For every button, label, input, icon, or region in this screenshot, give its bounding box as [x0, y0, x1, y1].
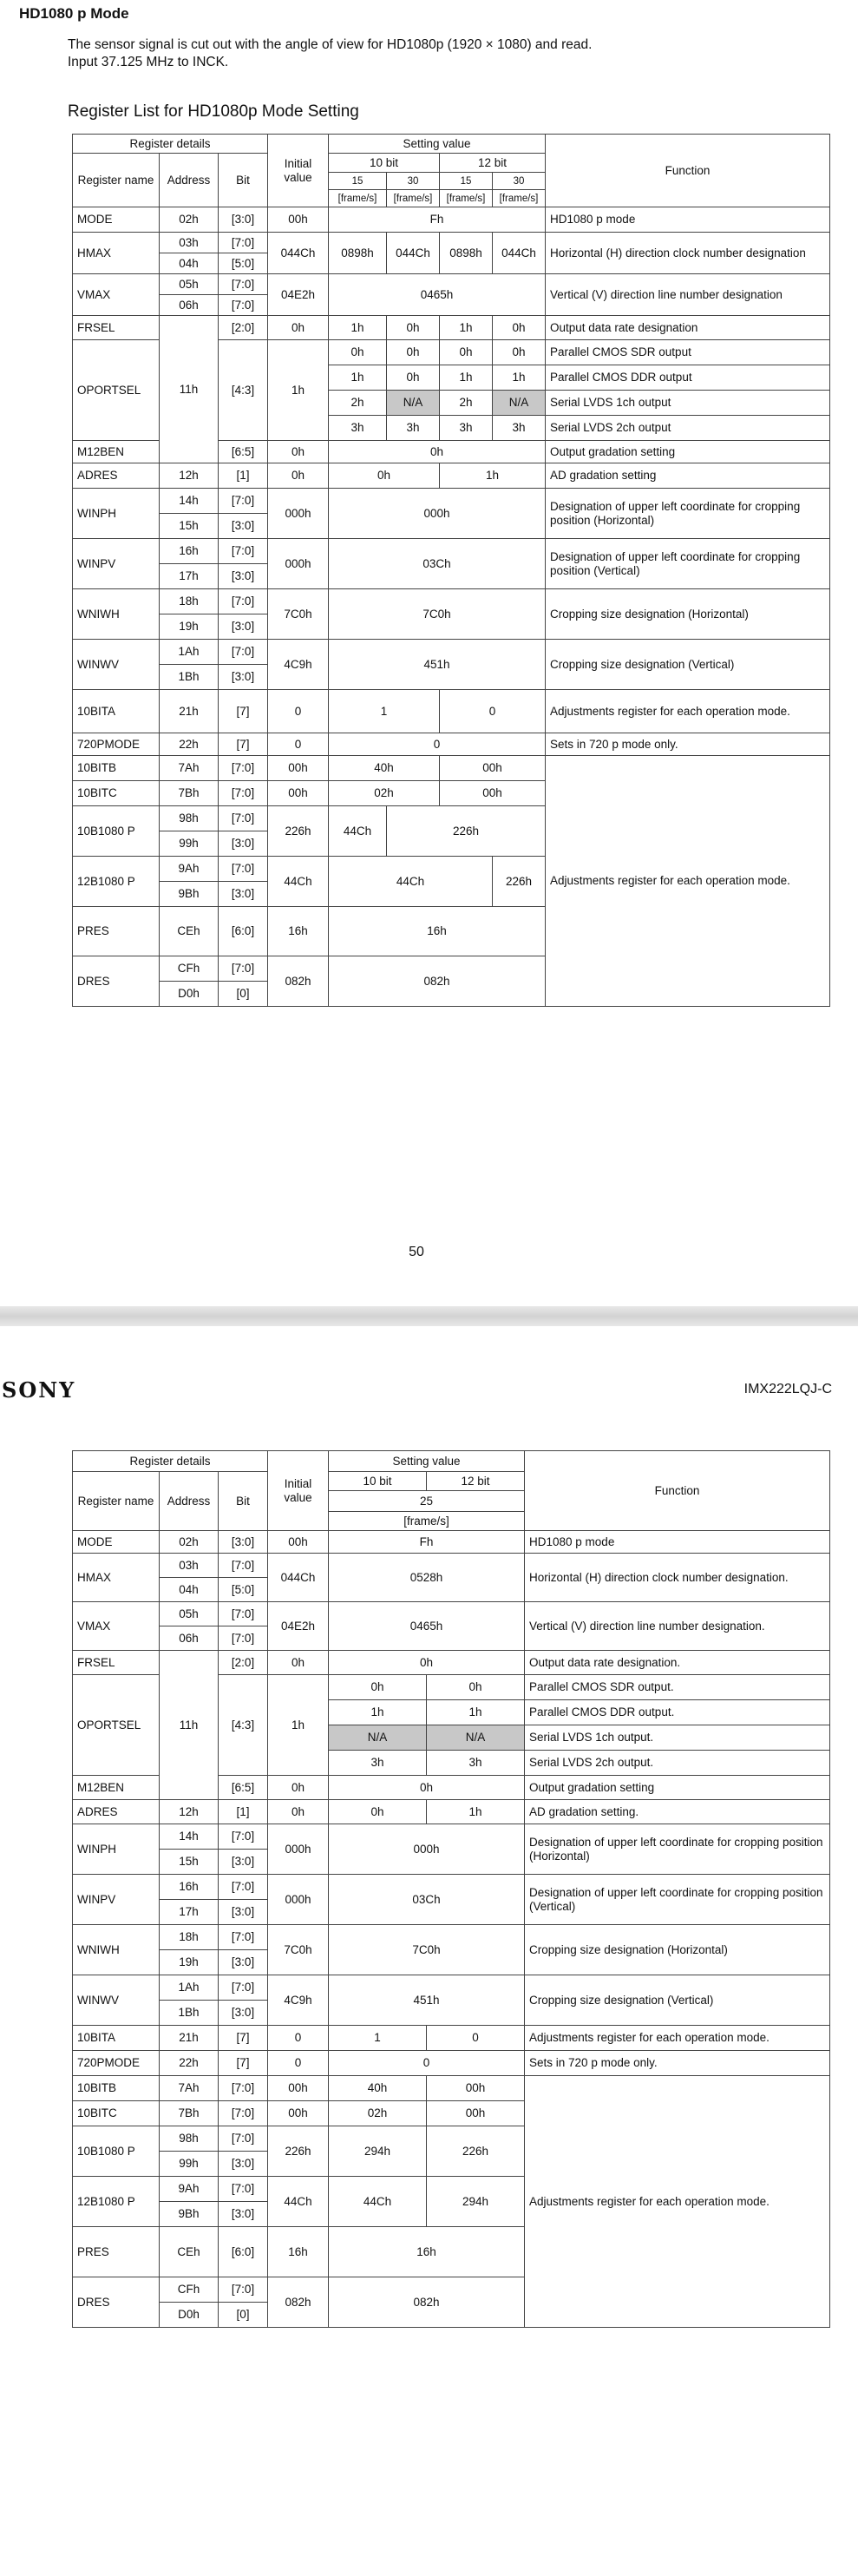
header-fps-unit: [frame/s]: [440, 190, 493, 207]
header-12bit: 12 bit: [427, 1472, 525, 1491]
header-10bit: 10 bit: [329, 1472, 427, 1491]
table-row: WINPV 16h [7:0] 000h 03Ch Designation of upper left coordinate for cropping position (Vertical): [73, 539, 830, 564]
header-row: [73, 1451, 830, 1472]
header-fps-unit: [frame/s]: [329, 190, 387, 207]
header-12bit: 12 bit: [440, 154, 546, 173]
table-row: WINPV 16h [7:0] 000h 03Ch Designation of upper left coordinate for cropping position (Vertical): [73, 1875, 830, 1900]
sony-logo: SONY: [2, 1377, 76, 1403]
header-initial-value: Initial value: [268, 135, 329, 207]
header-function: Function: [525, 1451, 830, 1531]
table-row: ADRES 12h [1] 0h 0h 1h AD gradation setting.: [73, 1800, 830, 1824]
header-register-details: Register details: [73, 1451, 268, 1472]
header-fps-25: 25: [329, 1491, 525, 1512]
table-row: DRES CFh [7:0] 082h 082h: [73, 956, 830, 982]
header-setting-value: Setting value: [329, 1451, 525, 1472]
table-row: FRSEL 11h [2:0] 0h 0h Output data rate designation.: [73, 1651, 830, 1675]
table-row: MODE 02h [3:0] 00h Fh HD1080 p mode: [73, 1531, 830, 1554]
table-row: 12B1080 P 9Ah [7:0] 44Ch 44Ch 294h: [73, 2177, 830, 2202]
page-number: 50: [409, 1245, 424, 1259]
register-table-25fps: Register details Initial value Setting value Function Register name Address Bit 10 bit 12 bit 25 [frame/s] MODE 02h [3:0] 00h Fh HD1080 p mode HMAX 03h [7:0] 044Ch 0528h Horizontal (H) direction clock number designation. 04h [5:0] VMAX 05h [7:0] 04E2h 0465h Vertical (V) direction line number designation. 06h [7:0] FRSEL 11h [2:0] 0h 0h Output data rate designation. OPORTSEL [4:3] 1h 0h 0h Parallel CMOS SDR output. 1h 1h Parallel CMOS DDR output. N/A N/A Serial LVDS 1ch output. 3h 3h Serial LVDS 2ch output. M12BEN [6:5] 0h 0h Output gradation setting ADRES 12h [1] 0h 0h 1h AD gradation setting. WINPH 14h [7:0] 000h 000h Designation of upper left coordinate for cropping position (Horizontal) 15h [3:0] WINPV 16h [7:0] 000h 03Ch Designation of upper left coordinate for cropping position (Vertical) 17h [3:0] WNIWH 18h [7:0] 7C0h 7C0h Cropping size designation (Horizontal) 19h [3:0] WINWV 1Ah [7:0] 4C9h 451h Cropping size designation (Vertical) 1Bh [3:0] 10BITA 21h [7] 0 1 0 Adjustments register for each operation mode. 720PMODE 22h [7] 0 0 Sets in 720 p mode only. 10BITB 7Ah [7:0] 00h 40h 00h Adjustments register for each operation mode. 10BITC 7Bh [7:0] 00h 02h 00h 10B1080 P 98h [7:0] 226h 294h 226h 99h [3:0] 12B1080 P 9Ah [7:0] 44Ch 44Ch 294h 9Bh [3:0] PRES CEh [6:0] 16h 16h DRES CFh [7:0] 082h 082h D0h [0]: [72, 1450, 830, 2328]
table-row: FRSEL 11h [2:0] 0h 1h 0h 1h 0h Output data rate designation: [73, 316, 830, 340]
table-row: VMAX 05h [7:0] 04E2h 0465h Vertical (V) direction line number designation.: [73, 1602, 830, 1626]
table-row: WINPH 14h [7:0] 000h 000h Designation of upper left coordinate for cropping position (Horizontal): [73, 489, 830, 514]
header-fps-unit: [frame/s]: [493, 190, 546, 207]
table-row: 720PMODE 22h [7] 0 0 Sets in 720 p mode only.: [73, 2051, 830, 2076]
header-fps-unit: [frame/s]: [387, 190, 440, 207]
header-initial-value: Initial value: [268, 1451, 329, 1531]
header-row: [73, 135, 830, 154]
intro-text: The sensor signal is cut out with the angle of view for HD1080p (1920 × 1080) and read. Input 37.125 MHz to INCK.: [68, 37, 593, 69]
table-row: WINPH 14h [7:0] 000h 000h Designation of upper left coordinate for cropping position (Horizontal): [73, 1824, 830, 1850]
header-fps-unit: [frame/s]: [329, 1512, 525, 1531]
table-row: 10BITB 7Ah [7:0] 00h 40h 00h Adjustments register for each operation mode.: [73, 756, 830, 781]
header-bit: Bit: [219, 154, 268, 207]
header-register-name: Register name: [73, 154, 160, 207]
register-list-title: Register List for HD1080p Mode Setting: [68, 102, 359, 121]
header-fps-15: 15: [329, 173, 387, 190]
header-10bit: 10 bit: [329, 154, 440, 173]
header-address: Address: [160, 154, 219, 207]
header-fps-30: 30: [387, 173, 440, 190]
header-address: Address: [160, 1472, 219, 1531]
table-row: VMAX 05h [7:0] 04E2h 0465h Vertical (V) direction line number designation: [73, 274, 830, 295]
model-number: IMX222LQJ-C: [743, 1382, 832, 1396]
header-setting-value: Setting value: [329, 135, 546, 154]
section-title: HD1080 p Mode: [19, 5, 129, 22]
header-register-name: Register name: [73, 1472, 160, 1531]
table-row: HMAX 03h [7:0] 044Ch 0528h Horizontal (H) direction clock number designation.: [73, 1554, 830, 1578]
table-row: OPORTSEL [4:3] 1h 0h 0h Parallel CMOS SDR output.: [73, 1675, 830, 1700]
table-row: OPORTSEL [4:3] 1h 0h 0h 0h 0h Parallel CMOS SDR output: [73, 340, 830, 365]
table-row: 10BITC 7Bh [7:0] 00h 02h 00h: [73, 781, 830, 806]
header-function: Function: [546, 135, 830, 207]
register-table-30fps: Register details Initial value Setting value Function Register name Address Bit 10 bit 12 bit 15 30 15 30 [frame/s] [frame/s] [frame/s] [frame/s] MODE 02h [3:0] 00h Fh HD1080 p mode HMAX 03h [7:0] 044Ch 0898h 044Ch 0898h 044Ch Horizontal (H) direction clock number designation 04h [5:0] VMAX 05h [7:0] 04E2h 0465h Vertical (V) direction line number designation 06h [7:0] FRSEL 11h [2:0] 0h 1h 0h 1h 0h Output data rate designation OPORTSEL [4:3] 1h 0h 0h 0h 0h Parallel CMOS SDR output 1h 0h 1h 1h Parallel CMOS DDR output 2h N/A 2h N/A Serial LVDS 1ch output 3h 3h 3h 3h Serial LVDS 2ch output M12BEN [6:5] 0h 0h Output gradation setting ADRES 12h [1] 0h 0h 1h AD gradation setting WINPH 14h [7:0] 000h 000h Designation of upper left coordinate for cropping position (Horizontal) 15h [3:0] WINPV 16h [7:0] 000h 03Ch Designation of upper left coordinate for cropping position (Vertical) 17h [3:0] WNIWH 18h [7:0] 7C0h 7C0h Cropping size designation (Horizontal) 19h [3:0] WINWV 1Ah [7:0] 4C9h 451h Cropping size designation (Vertical) 1Bh [3:0] 10BITA 21h [7] 0 1 0 Adjustments register for each operation mode. 720PMODE 22h [7] 0 0 Sets in 720 p mode only. 10BITB 7Ah [7:0] 00h 40h 00h Adjustments register for each operation mode. 10BITC 7Bh [7:0] 00h 02h 00h 10B1080 P 98h [7:0] 226h 44Ch 226h 99h [3:0] 12B1080 P 9Ah [7:0] 44Ch 44Ch 226h 9Bh [3:0] PRES CEh [6:0] 16h 16h DRES CFh [7:0] 082h 082h D0h [0]: [72, 134, 830, 1007]
table-row: 10B1080 P 98h [7:0] 226h 294h 226h: [73, 2126, 830, 2152]
table-row: WNIWH 18h [7:0] 7C0h 7C0h Cropping size designation (Horizontal): [73, 589, 830, 614]
table-row: PRES CEh [6:0] 16h 16h: [73, 907, 830, 956]
table-row: 10BITA 21h [7] 0 1 0 Adjustments register for each operation mode.: [73, 2026, 830, 2051]
page-separator: [0, 1306, 858, 1326]
table-row: 12B1080 P 9Ah [7:0] 44Ch 44Ch 226h: [73, 857, 830, 882]
header-register-details: Register details: [73, 135, 268, 154]
header-fps-30: 30: [493, 173, 546, 190]
table-row: M12BEN [6:5] 0h 0h Output gradation setting: [73, 441, 830, 463]
table-row: MODE 02h [3:0] 00h Fh HD1080 p mode: [73, 207, 830, 233]
table-row: 720PMODE 22h [7] 0 0 Sets in 720 p mode only.: [73, 733, 830, 756]
table-row: WINWV 1Ah [7:0] 4C9h 451h Cropping size designation (Vertical): [73, 1975, 830, 2001]
header-fps-15: 15: [440, 173, 493, 190]
table-row: DRES CFh [7:0] 082h 082h: [73, 2277, 830, 2303]
table-row: PRES CEh [6:0] 16h 16h: [73, 2227, 830, 2277]
table-row: WINWV 1Ah [7:0] 4C9h 451h Cropping size designation (Vertical): [73, 640, 830, 665]
table-row: 10BITC 7Bh [7:0] 00h 02h 00h: [73, 2101, 830, 2126]
table-row: HMAX 03h [7:0] 044Ch 0898h 044Ch 0898h 044Ch Horizontal (H) direction clock number designation: [73, 233, 830, 253]
header-bit: Bit: [219, 1472, 268, 1531]
table-row: WNIWH 18h [7:0] 7C0h 7C0h Cropping size designation (Horizontal): [73, 1925, 830, 1950]
table-row: 10BITB 7Ah [7:0] 00h 40h 00h Adjustments register for each operation mode.: [73, 2076, 830, 2101]
table-row: 10B1080 P 98h [7:0] 226h 44Ch 226h: [73, 806, 830, 831]
table-row: M12BEN [6:5] 0h 0h Output gradation setting: [73, 1776, 830, 1800]
table-row: ADRES 12h [1] 0h 0h 1h AD gradation setting: [73, 463, 830, 489]
table-row: 10BITA 21h [7] 0 1 0 Adjustments register for each operation mode.: [73, 690, 830, 733]
